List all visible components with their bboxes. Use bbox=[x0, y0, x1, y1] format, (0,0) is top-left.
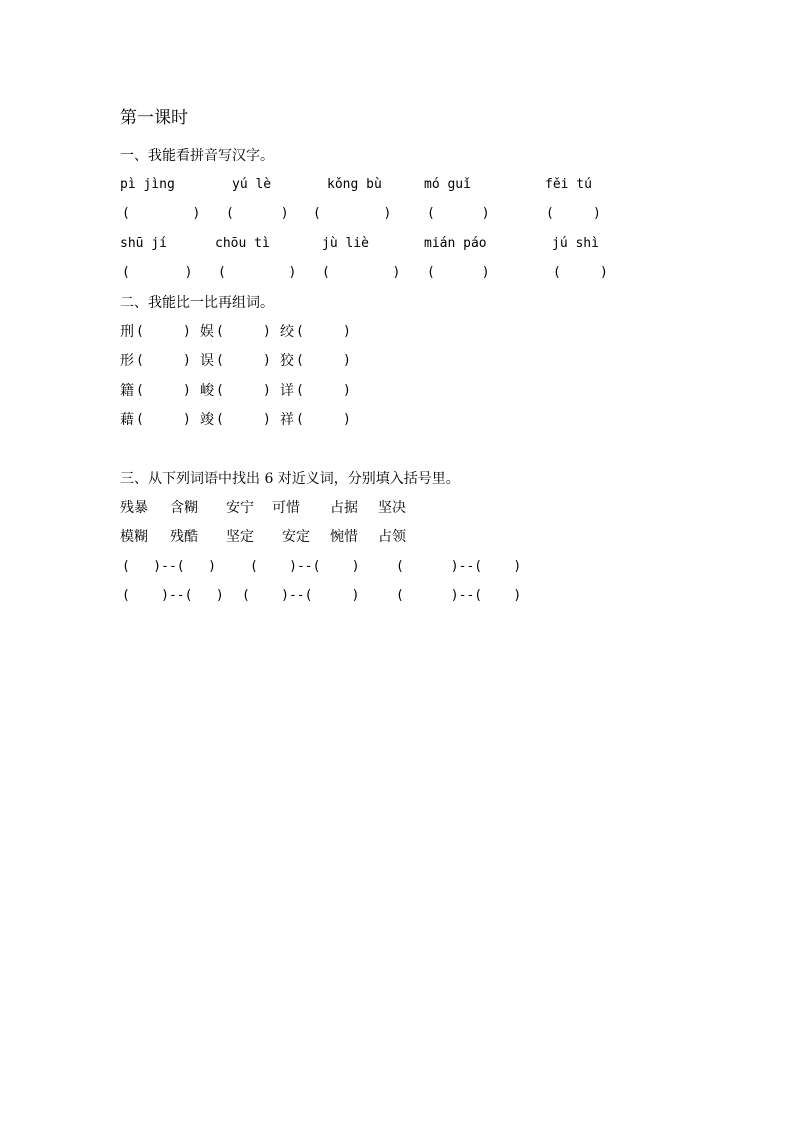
synonym-pair-blank: ( )--( ) bbox=[242, 588, 360, 603]
word-item: 安定 bbox=[282, 529, 310, 545]
answer-bracket: ( ) bbox=[546, 206, 601, 221]
word-item: 残酷 bbox=[170, 529, 198, 545]
pinyin-item: chōu tì bbox=[215, 236, 270, 251]
word-item: 占领 bbox=[378, 529, 406, 545]
answer-bracket: ( ) bbox=[136, 324, 191, 339]
pinyin-item: yú lè bbox=[232, 177, 272, 192]
compare-char: 误 bbox=[200, 353, 214, 369]
section3-heading: 三、从下列词语中找出 6 对近义词，分别填入括号里。 bbox=[120, 471, 460, 487]
pinyin-item: mián páo bbox=[424, 236, 487, 251]
section1-heading: 一、我能看拼音写汉字。 bbox=[120, 148, 274, 164]
answer-bracket: ( ) bbox=[427, 265, 490, 280]
word-item: 可惜 bbox=[272, 500, 300, 516]
answer-bracket: ( ) bbox=[216, 324, 271, 339]
synonym-pair-blank: ( )--( ) bbox=[396, 559, 522, 574]
word-item: 占据 bbox=[330, 500, 358, 516]
compare-char: 刑 bbox=[120, 324, 134, 340]
compare-char: 狡 bbox=[280, 353, 294, 369]
answer-bracket: ( ) bbox=[226, 206, 289, 221]
synonym-pair-blank: ( )--( ) bbox=[396, 588, 522, 603]
compare-char: 藉 bbox=[120, 412, 134, 428]
word-item: 残暴 bbox=[120, 500, 148, 516]
pinyin-item: pì jìng bbox=[120, 177, 175, 192]
answer-bracket: ( ) bbox=[216, 412, 271, 427]
answer-bracket: ( ) bbox=[216, 383, 271, 398]
word-item: 含糊 bbox=[170, 500, 198, 516]
answer-bracket: ( ) bbox=[122, 265, 193, 280]
pinyin-item: fěi tú bbox=[545, 177, 592, 192]
page-title: 第一课时 bbox=[120, 108, 188, 128]
compare-char: 籍 bbox=[120, 383, 134, 399]
compare-char: 详 bbox=[280, 383, 294, 399]
answer-bracket: ( ) bbox=[296, 353, 351, 368]
answer-bracket: ( ) bbox=[296, 383, 351, 398]
pinyin-item: shū jí bbox=[120, 236, 167, 251]
word-item: 坚定 bbox=[226, 529, 254, 545]
answer-bracket: ( ) bbox=[553, 265, 608, 280]
answer-bracket: ( ) bbox=[322, 265, 401, 280]
synonym-pair-blank: ( )--( ) bbox=[250, 559, 360, 574]
answer-bracket: ( ) bbox=[218, 265, 297, 280]
compare-char: 竣 bbox=[200, 412, 214, 428]
compare-char: 娱 bbox=[200, 324, 214, 340]
word-item: 模糊 bbox=[120, 529, 148, 545]
answer-bracket: ( ) bbox=[427, 206, 490, 221]
pinyin-item: mó guǐ bbox=[424, 177, 471, 192]
answer-bracket: ( ) bbox=[313, 206, 392, 221]
word-item: 坚决 bbox=[378, 500, 406, 516]
pinyin-item: jú shì bbox=[552, 236, 599, 251]
answer-bracket: ( ) bbox=[136, 383, 191, 398]
compare-char: 形 bbox=[120, 353, 134, 369]
answer-bracket: ( ) bbox=[136, 353, 191, 368]
answer-bracket: ( ) bbox=[122, 206, 201, 221]
word-item: 安宁 bbox=[226, 500, 254, 516]
answer-bracket: ( ) bbox=[216, 353, 271, 368]
pinyin-item: kǒng bù bbox=[327, 177, 382, 192]
answer-bracket: ( ) bbox=[296, 324, 351, 339]
synonym-pair-blank: ( )--( ) bbox=[122, 588, 224, 603]
compare-char: 绞 bbox=[280, 324, 294, 340]
answer-bracket: ( ) bbox=[296, 412, 351, 427]
synonym-pair-blank: ( )--( ) bbox=[122, 559, 216, 574]
compare-char: 峻 bbox=[200, 383, 214, 399]
section2-heading: 二、我能比一比再组词。 bbox=[120, 295, 274, 311]
compare-char: 祥 bbox=[280, 412, 294, 428]
pinyin-item: jù liè bbox=[322, 236, 369, 251]
answer-bracket: ( ) bbox=[136, 412, 191, 427]
word-item: 惋惜 bbox=[330, 529, 358, 545]
